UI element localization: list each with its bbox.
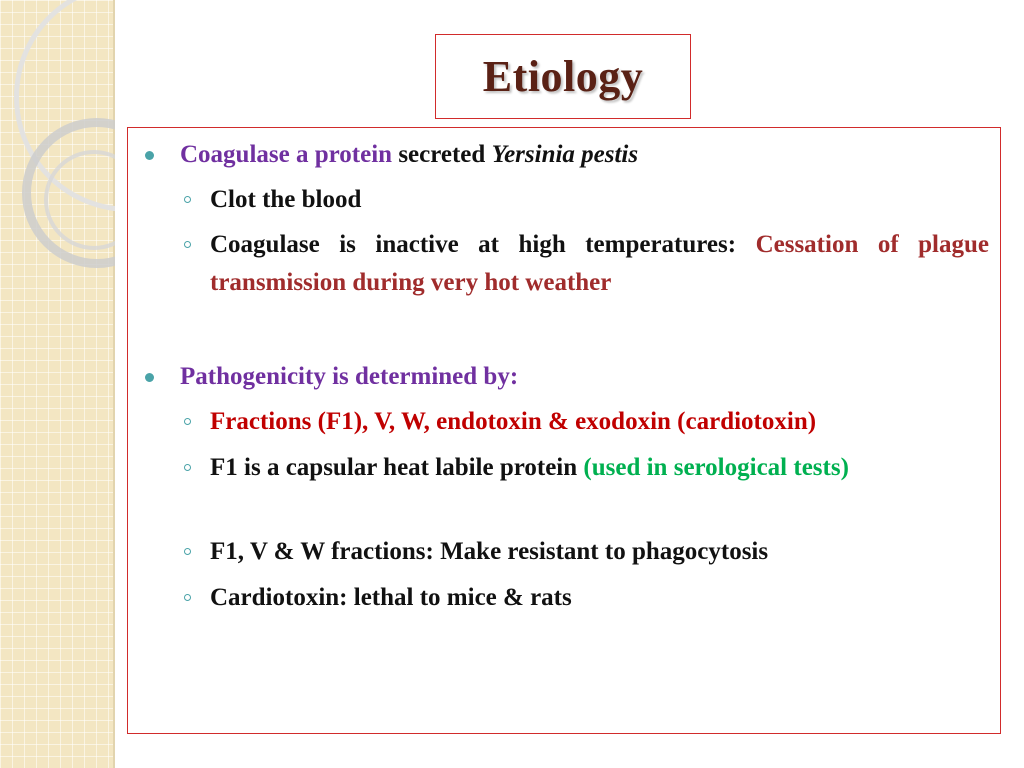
item-highlight-text: Cessation of plague transmission during very hot weather bbox=[210, 231, 989, 296]
list-item bbox=[210, 449, 989, 487]
content-box bbox=[127, 127, 1001, 734]
item-highlight-text: (used in serological tests) bbox=[583, 454, 849, 481]
heading-secreted-text: secreted bbox=[392, 141, 492, 168]
item-text: Coagulase is inactive at high temperatures: bbox=[210, 231, 756, 258]
item-text: F1, V & W fractions: Make resistant to phagocytosis bbox=[210, 538, 769, 565]
sub-bullet-icon bbox=[184, 594, 191, 601]
section-heading-coagulase bbox=[180, 140, 638, 170]
sub-bullet-icon bbox=[184, 464, 191, 471]
slide-title: Etiology bbox=[482, 52, 644, 101]
item-text: Fractions (F1), V, W, endotoxin & exodoxin (cardiotoxin) bbox=[210, 408, 817, 435]
bullet-dot-icon bbox=[145, 373, 154, 382]
list-item bbox=[210, 226, 989, 302]
sub-bullet-icon bbox=[184, 241, 191, 248]
heading-protein-text: Coagulase a protein bbox=[180, 141, 393, 168]
bullet-dot-icon bbox=[145, 151, 154, 160]
heading-pathogenicity-text: Pathogenicity is determined by: bbox=[180, 363, 519, 390]
section-heading-pathogenicity bbox=[180, 362, 518, 392]
item-text: F1 is a capsular heat labile protein bbox=[210, 454, 584, 481]
heading-organism-text: Yersinia pestis bbox=[491, 141, 639, 168]
item-text: Clot the blood bbox=[210, 186, 362, 213]
sub-bullet-icon bbox=[184, 196, 191, 203]
list-item bbox=[210, 579, 989, 617]
item-text: Cardiotoxin: lethal to mice & rats bbox=[210, 584, 572, 611]
sub-bullet-icon bbox=[184, 418, 191, 425]
sub-bullet-icon bbox=[184, 548, 191, 555]
list-item bbox=[210, 403, 989, 441]
list-item bbox=[210, 533, 989, 571]
list-item bbox=[210, 181, 989, 219]
title-box bbox=[435, 34, 691, 119]
